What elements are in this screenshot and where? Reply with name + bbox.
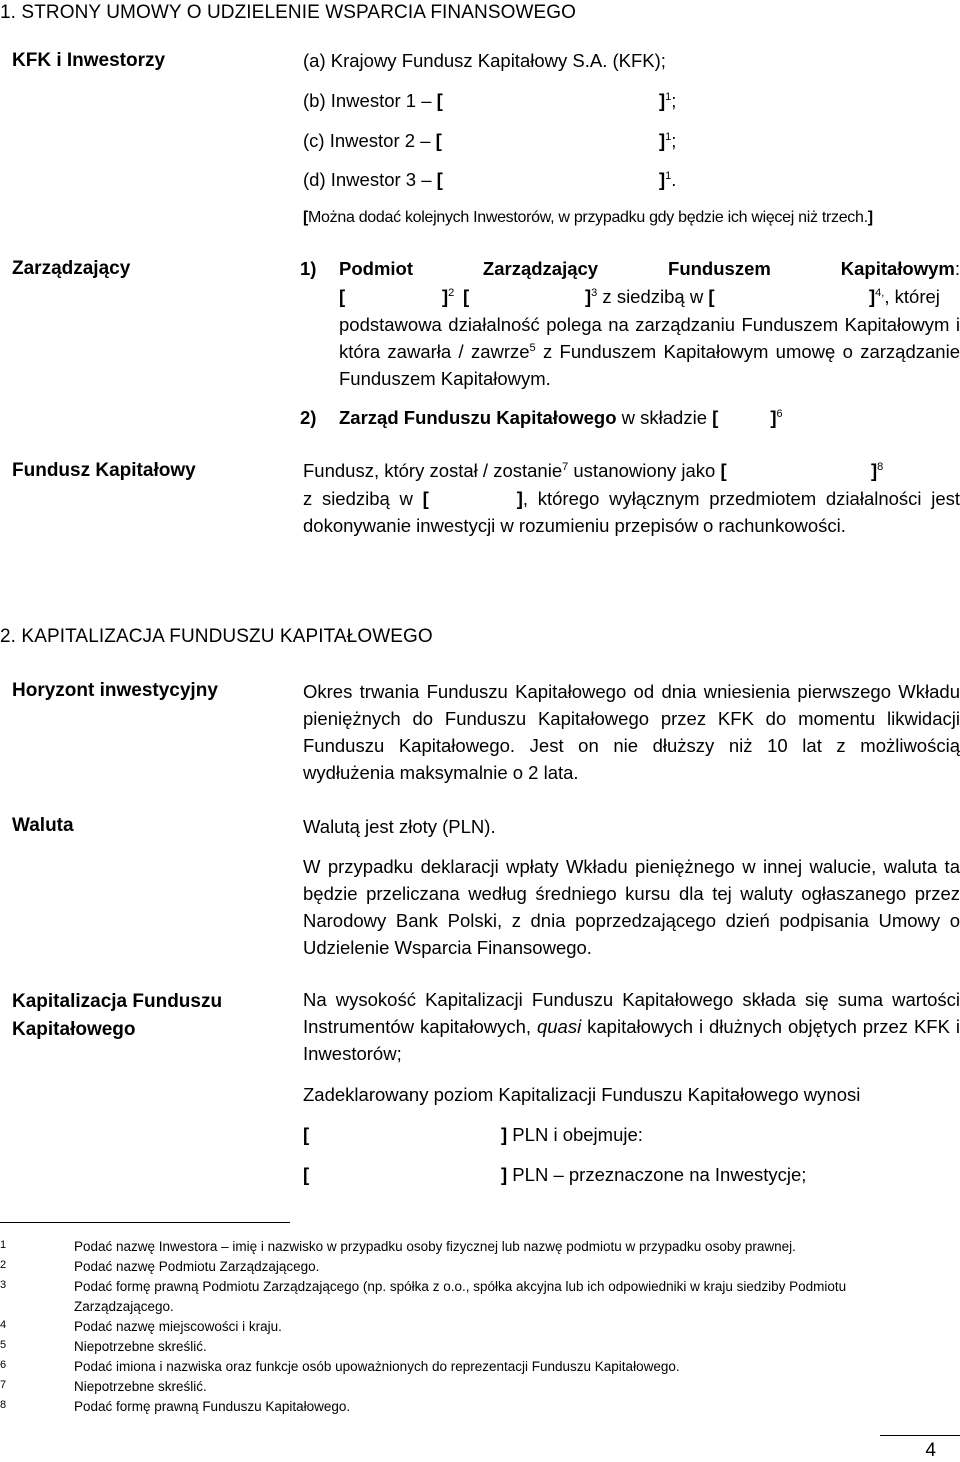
horizon-text: Okres trwania Funduszu Kapitałowego od dnia wniesienia pierwszego Wkładu pieniężnych do Funduszu Kapitałowego przez KFK do momentu likwidacji Funduszu Kapitałowego. Jest on nie dłuższy niż 10 lat z możliwością wydłużenia maksymalnie o 2 lata. [303,681,960,783]
footnote-item: 2 Podać nazwę Podmiotu Zarządzającego. [0,1259,320,1274]
currency-conversion-text: W przypadku deklaracji wpłaty Wkładu pieniężnego w innej walucie, waluta ta będzie przeliczana według średniego kursu dla tej waluty ogłaszanego przez Narodowy Bank Polski, z dnia poprzedzającego dzień podpisania Umowy o Udzielenie Wsparcia Finansowego. [303,856,960,958]
footnote-item: 3 Podać formę prawną Podmiotu Zarządzającego (np. spółka z o.o., spółka akcyjna lub ich odpowiedniki w kraju siedziby Podmiotu Zarządzającego. [0,1279,847,1314]
manager-item-2: 2) Zarząd Funduszu Kapitałowego w składzie [ ]$^6$ [300,407,783,428]
manager-label: Zarządzający [12,258,131,279]
declared-capitalisation: Zadeklarowany poziom Kapitalizacji Funduszu Kapitałowego wynosi [303,1084,861,1105]
horizon-label: Horyzont inwestycyjny [12,680,218,701]
party-investor-3: (d) Inwestor 3 – [ ]$^1$. [303,169,677,190]
footnote-item: 1 Podać nazwę Inwestora – imię i nazwisko w przypadku osoby fizycznej lub nazwę podmiotu w przypadku osoby prawnej. [0,1239,796,1254]
manager-item-1-brackets: [ ]$^2$ [ ]$^3$ z siedzibą w [ ]$^{4,}$, której [339,286,940,307]
party-investor-2: (c) Inwestor 2 – [ ]$^1$; [303,130,677,151]
footnote-item: 5 Niepotrzebne skreślić. [0,1339,207,1354]
currency-text: Walutą jest złoty (PLN). [303,816,496,837]
footnote-item: 8 Podać formę prawną Funduszu Kapitałowego. [0,1399,351,1414]
footnote-item: 7 Niepotrzebne skreślić. [0,1379,207,1394]
fund-body: z siedzibą w [ ], którego wyłącznym przedmiotem działalności jest dokonywanie inwestycji w rozumieniu przepisów o rachunkowości. [303,488,960,536]
section-2-heading: 2. KAPITALIZACJA FUNDUSZU KAPITAŁOWEGO [0,626,433,647]
manager-item-1: 1) Podmiot Zarządzający Funduszem Kapitałowym: [300,258,960,279]
capitalisation-amount-investments: [ ] PLN – przeznaczone na Inwestycje; [303,1164,807,1185]
capitalisation-amount-total: [ ] PLN i obejmuje: [303,1124,643,1145]
parties-label: KFK i Inwestorzy [12,50,166,71]
footnote-separator [0,1222,290,1223]
capitalisation-label: Kapitalizacja Funduszu Kapitałowego [12,991,223,1040]
party-kfk: (a) Krajowy Fundusz Kapitałowy S.A. (KFK); [303,50,666,71]
fund-label: Fundusz Kapitałowy [12,460,196,481]
footnote-item: 4 Podać nazwę miejscowości i kraju. [0,1319,282,1334]
fund-line-1: Fundusz, który został / zostanie$^7$ ustanowiony jako [ ]$^8$ [303,460,884,481]
page-number: 4 [925,1440,936,1461]
footnote-list [0,1237,960,1417]
section-1-heading: 1. STRONY UMOWY O UDZIELENIE WSPARCIA FINANSOWEGO [0,2,577,23]
add-investors-note: [Można dodać kolejnych Inwestorów, w przypadku gdy będzie ich więcej niż trzech.] [303,209,873,226]
manager-item-1-body: podstawowa działalność polega na zarządzaniu Funduszem Kapitałowym i która zawarła / zawrze$^5$ z Funduszem Kapitałowym umowę o zarządzanie Funduszem Kapitałowym. [339,314,960,389]
footnote-item: 6 Podać imiona i nazwiska oraz funkcje osób upoważnionych do reprezentacji Funduszu Kapitałowego. [0,1359,680,1374]
capitalisation-text: Na wysokość Kapitalizacji Funduszu Kapitałowego składa się suma wartości Instrumentów kapitałowych, quasi kapitałowych i dłużnych objętych przez KFK i Inwestorów; [303,989,960,1064]
party-investor-1: (b) Inwestor 1 – [ ]$^1$; [303,90,677,111]
currency-label: Waluta [12,815,74,836]
page-number-rule [880,1435,960,1436]
